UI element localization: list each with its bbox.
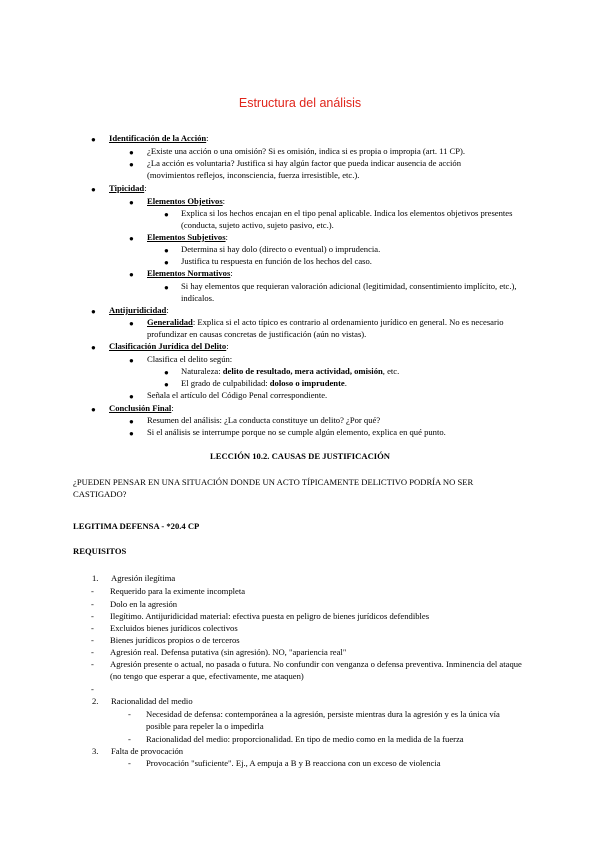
- bullet-icon: ●: [91, 185, 96, 194]
- bullet-icon: ●: [129, 148, 134, 157]
- bullet-icon: ●: [164, 380, 169, 389]
- list-item: Agresión real. Defensa putativa (sin agresión). NO, "apariencia real": [110, 647, 347, 657]
- subheading-objetivos: Elementos Objetivos:: [147, 196, 226, 206]
- req3-number: 3.: [92, 746, 99, 756]
- bullet-icon: ●: [129, 417, 134, 426]
- subheading-subjetivos: Elementos Subjetivos:: [147, 232, 228, 242]
- bullet-icon: ●: [164, 210, 169, 219]
- bullet-icon: ●: [129, 356, 134, 365]
- list-item: Si hay elementos que requieran valoración adicional (legitimidad, consentimiento implícito, etc.), indícalos.: [181, 281, 517, 303]
- list-item: ¿Existe una acción o una omisión? Si es omisión, indica si es propia o impropia (art. 11 CP).: [147, 146, 466, 156]
- list-item-culpabilidad: El grado de culpabilidad: doloso o imprudente.: [181, 378, 347, 388]
- list-item: Determina si hay dolo (directo o eventual) o imprudencia.: [181, 244, 381, 254]
- section-heading-antijuridicidad: Antijuridicidad:: [109, 305, 169, 315]
- dash-icon: -: [91, 635, 94, 645]
- dash-icon: -: [91, 586, 94, 596]
- list-item: Si el análisis se interrumpe porque no se cumple algún elemento, explica en qué punto.: [147, 427, 446, 437]
- section-heading-accion: Identificación de la Acción:: [109, 133, 209, 143]
- dash-icon: -: [128, 758, 131, 768]
- dash-icon: -: [128, 709, 131, 719]
- list-item: Requerido para la eximente incompleta: [110, 586, 246, 596]
- bullet-icon: ●: [129, 319, 134, 328]
- section-heading-tipicidad: Tipicidad:: [109, 183, 147, 193]
- list-item: Dolo en la agresión: [110, 599, 178, 609]
- list-item: ¿La acción es voluntaria? Justifica si hay algún factor que pueda indicar ausencia de acción (movimientos reflejos, inconsciencia, fuerza irresistible, etc.).: [147, 158, 462, 180]
- req2-label: Racionalidad del medio: [111, 696, 193, 706]
- list-item-naturaleza: Naturaleza: delito de resultado, mera actividad, omisión, etc.: [181, 366, 400, 376]
- list-item: Ilegítimo. Antijuridicidad material: efectiva puesta en peligro de bienes jurídicos defendibles: [110, 611, 430, 621]
- subheading-normativos: Elementos Normativos:: [147, 268, 233, 278]
- req2-number: 2.: [92, 696, 99, 706]
- bullet-icon: ●: [91, 343, 96, 352]
- dash-icon: -: [91, 659, 94, 669]
- bullet-icon: ●: [164, 283, 169, 292]
- bullet-icon: ●: [91, 405, 96, 414]
- lesson-question: ¿PUEDEN PENSAR EN UNA SITUACIÓN DONDE UN ACTO TÍPICAMENTE DELICTIVO PODRÍA NO SER CASTIGADO?: [73, 477, 474, 499]
- list-item: Racionalidad del medio: proporcionalidad. En tipo de medio como en la medida de la fuerza: [146, 734, 464, 744]
- list-item: Excluidos bienes jurídicos colectivos: [110, 623, 238, 633]
- dash-icon: -: [91, 611, 94, 621]
- bullet-icon: ●: [91, 135, 96, 144]
- list-item: Bienes jurídicos propios o de terceros: [110, 635, 240, 645]
- list-item-generalidad: Generalidad: Explica si el acto típico es contrario al ordenamiento jurídico en general. No es necesario profundizar en causas concretas de justificación (aún no vistas).: [147, 317, 504, 339]
- bullet-icon: ●: [129, 392, 134, 401]
- list-item: Señala el artículo del Código Penal correspondiente.: [147, 390, 328, 400]
- bullet-icon: ●: [164, 258, 169, 267]
- bullet-icon: ●: [129, 160, 134, 169]
- bullet-icon: ●: [164, 246, 169, 255]
- bullet-icon: ●: [129, 234, 134, 243]
- requisitos-heading: REQUISITOS: [73, 546, 127, 556]
- page-title: Estructura del análisis: [238, 96, 362, 110]
- bullet-icon: ●: [129, 270, 134, 279]
- dash-icon: -: [128, 734, 131, 744]
- req3-label: Falta de provocación: [111, 746, 184, 756]
- list-item: Provocación "suficiente". Ej., A empuja a B y B reacciona con un exceso de violencia: [146, 758, 441, 768]
- list-item: Agresión presente o actual, no pasada o futura. No confundir con venganza o defensa preventiva. Inminencia del ataque (no tengo que esperar a que, efectivamente, me ataquen): [110, 659, 522, 681]
- list-item: Necesidad de defensa: contemporánea a la agresión, persiste mientras dura la agresión y es la única vía posible para repeler la o impedirla: [146, 709, 500, 731]
- section-heading-clasificacion: Clasificación Jurídica del Delito:: [109, 341, 229, 351]
- dash-icon: -: [91, 684, 94, 694]
- bullet-icon: ●: [164, 368, 169, 377]
- legitima-defensa-heading: LEGITIMA DEFENSA - *20.4 CP: [73, 521, 200, 531]
- lesson-heading: LECCIÓN 10.2. CAUSAS DE JUSTIFICACIÓN: [209, 451, 391, 461]
- list-item: Clasifica el delito según:: [147, 354, 233, 364]
- dash-icon: -: [91, 599, 94, 609]
- bullet-icon: ●: [91, 307, 96, 316]
- dash-icon: -: [91, 623, 94, 633]
- req1-label: Agresión ilegítima: [111, 573, 176, 583]
- section-heading-conclusion: Conclusión Final:: [109, 403, 174, 413]
- list-item: Justifica tu respuesta en función de los hechos del caso.: [181, 256, 372, 266]
- list-item: Resumen del análisis: ¿La conducta constituye un delito? ¿Por qué?: [147, 415, 381, 425]
- bullet-icon: ●: [129, 198, 134, 207]
- dash-icon: -: [91, 647, 94, 657]
- req1-number: 1.: [92, 573, 99, 583]
- bullet-icon: ●: [129, 429, 134, 438]
- list-item: Explica si los hechos encajan en el tipo penal aplicable. Indica los elementos objetivos presentes (conducta, sujeto activo, sujeto pasivo, etc.).: [181, 208, 513, 230]
